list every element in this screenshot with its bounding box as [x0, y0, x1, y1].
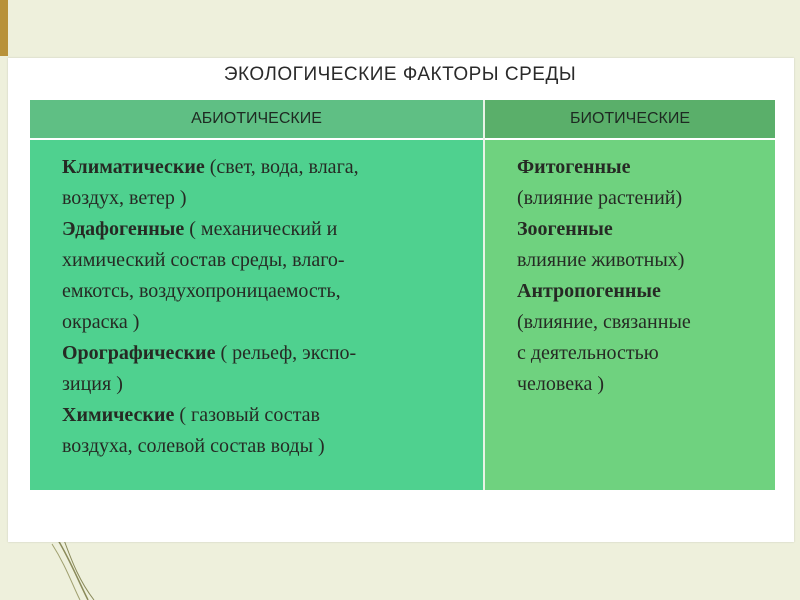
chemical-desc: ( газовый состав: [174, 404, 320, 426]
biotic-line: с деятельностью: [517, 342, 659, 364]
decorative-lines: [50, 540, 110, 600]
biotic-line: влияние животных): [517, 249, 685, 271]
climatic-desc: (свет, вода, влага,: [204, 156, 359, 178]
abiotic-orographic: [62, 338, 483, 369]
abiotic-column: [30, 140, 483, 490]
term-edaphic: Эдафогенные: [62, 218, 185, 240]
abiotic-line: зиция ): [62, 373, 123, 395]
orographic-desc: ( рельеф, экспо-: [215, 342, 357, 364]
edaphic-desc: ( механический и: [184, 218, 338, 240]
slide-accent-stripe: [0, 0, 8, 56]
abiotic-header: АБИОТИЧЕСКИЕ: [30, 100, 483, 138]
term-zoogenic: Зоогенные: [517, 218, 613, 240]
abiotic-line: емкотсь, воздухопроницаемость,: [62, 280, 341, 302]
biotic-column: [485, 140, 775, 490]
term-chemical: Химические: [62, 404, 175, 426]
column-divider: [483, 100, 485, 490]
abiotic-edaphic: [62, 214, 483, 245]
biotic-header: БИОТИЧЕСКИЕ: [485, 100, 775, 138]
biotic-line: человека ): [517, 373, 605, 395]
abiotic-line: окраска ): [62, 311, 140, 333]
term-anthropogenic: Антропогенные: [517, 280, 661, 302]
biotic-line: (влияние растений): [517, 187, 683, 209]
abiotic-chemical: [62, 400, 483, 431]
term-phytogenic: Фитогенные: [517, 156, 631, 178]
biotic-line: (влияние, связанные: [517, 311, 691, 333]
abiotic-line: воздух, ветер ): [62, 187, 187, 209]
abiotic-line: воздуха, солевой состав воды ): [62, 435, 325, 457]
term-orographic: Орографические: [62, 342, 216, 364]
abiotic-climatic: [62, 152, 483, 183]
abiotic-line: химический состав среды, влаго-: [62, 249, 345, 271]
term-climatic: Климатические: [62, 156, 205, 178]
page-title: ЭКОЛОГИЧЕСКИЕ ФАКТОРЫ СРЕДЫ: [223, 64, 577, 85]
